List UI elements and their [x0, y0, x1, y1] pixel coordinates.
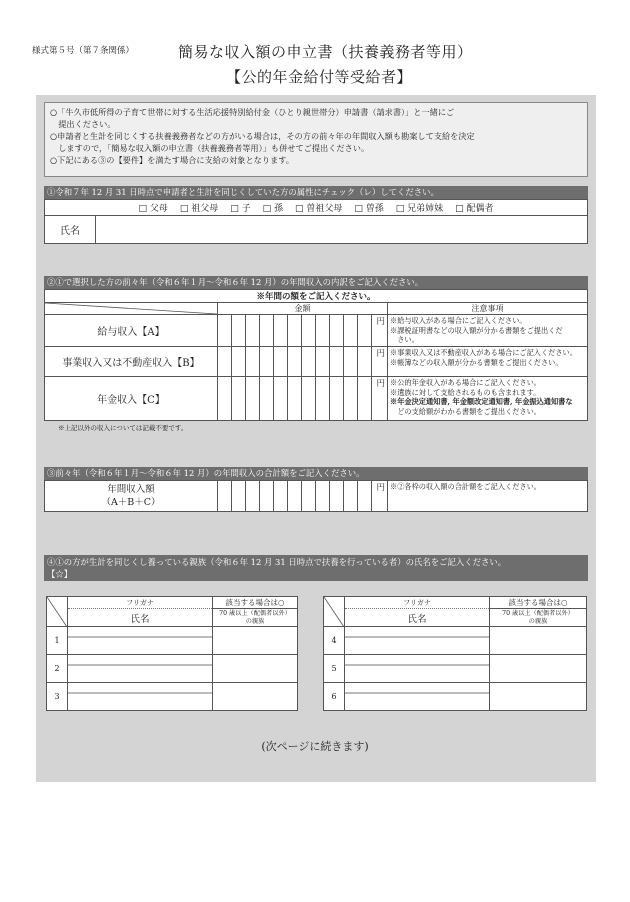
table-row: [324, 655, 587, 683]
check-subheader: [213, 609, 298, 627]
notice-line: しますので，「簡易な収入額の申立書（扶養義務者等用）」も併せてご提出ください。: [50, 143, 370, 153]
section-1-heading: ①令和７年 12 月 31 日時点で申請者と生計を同じくしていた方の属性にチェック（レ）してください。: [44, 186, 588, 199]
amount-digit[interactable]: [218, 315, 232, 347]
age-check-field[interactable]: [213, 683, 298, 711]
diagonal-header-cell: [324, 597, 345, 627]
form-number: 様式第５号（第７条関係）: [32, 46, 135, 56]
note-line: ※課税証明書などの収入額が分かる書類をご提出くだ: [390, 325, 563, 335]
diagonal-line-icon: [45, 303, 217, 314]
business-income-label: 事業収入又は不動産収入【B】: [45, 347, 218, 377]
relationship-options: [45, 200, 587, 215]
income-breakdown-table: [44, 289, 588, 421]
amount-digit[interactable]: [218, 481, 232, 512]
yen-label: 円: [372, 347, 388, 377]
amount-digit[interactable]: [330, 377, 344, 421]
notice-box: [44, 102, 588, 177]
note-line: ※公的年金収入がある場合にご記入ください。: [390, 378, 541, 387]
amount-digit[interactable]: [232, 347, 246, 377]
amount-digit[interactable]: [288, 377, 302, 421]
row-number: 2: [47, 655, 68, 683]
diagonal-header-cell: [47, 597, 68, 627]
notice-line: 提出ください。: [50, 119, 116, 129]
checkbox-spouse[interactable]: □ 配偶者: [455, 204, 494, 214]
amount-digit[interactable]: [288, 347, 302, 377]
section-4-heading-line: ④①の方が生計を同じくし養っている親族（令和６年 12 月 31 日時点で扶養を行っている者）の氏名をご記入ください。: [47, 557, 507, 567]
footnote: ※上記以外の収入については記載不要です。: [58, 424, 188, 432]
amount-digit[interactable]: [344, 315, 358, 347]
amount-digit[interactable]: [330, 315, 344, 347]
yen-label: 円: [372, 377, 388, 421]
table-subheading: ※年間の額をご記入ください。: [45, 290, 588, 303]
amount-column-header: 金額: [218, 303, 388, 315]
name-field[interactable]: [96, 216, 587, 243]
name-header: 氏名: [68, 609, 213, 627]
amount-digit[interactable]: [260, 481, 274, 512]
checkbox-child[interactable]: □ 子: [230, 204, 251, 214]
checkbox-grandchild[interactable]: □ 孫: [262, 204, 283, 214]
row-number: 4: [324, 627, 345, 655]
table-row: [47, 655, 298, 683]
business-income-notes: [388, 347, 588, 377]
table-row: [324, 683, 587, 711]
age-check-field[interactable]: [213, 627, 298, 655]
diagonal-line-icon: [324, 597, 344, 627]
total-income-table: [44, 480, 588, 512]
amount-digit[interactable]: [358, 481, 372, 512]
amount-digit[interactable]: [274, 347, 288, 377]
amount-digit[interactable]: [274, 377, 288, 421]
amount-digit[interactable]: [260, 347, 274, 377]
row-number: 6: [324, 683, 345, 711]
diagonal-line-icon: [47, 597, 67, 627]
pension-income-notes: [388, 377, 588, 421]
check-subheader: [490, 609, 587, 627]
furigana-header: フリガナ: [68, 597, 213, 609]
note-line: ※帳簿などの収入額が分かる書類をご提出ください。: [390, 357, 563, 367]
checkbox-great-grandparents[interactable]: □ 曽祖父母: [295, 204, 343, 214]
amount-digit[interactable]: [274, 481, 288, 512]
check-sub-line: 70 歳以上（配偶者以外）: [219, 609, 291, 617]
dependent-name-field[interactable]: [345, 627, 490, 655]
section-4-heading-line: 【☆】: [47, 569, 73, 579]
dependent-name-field[interactable]: [68, 627, 213, 655]
row-number: 1: [47, 627, 68, 655]
salary-income-label: 給与収入【A】: [45, 315, 218, 347]
amount-digit[interactable]: [330, 347, 344, 377]
amount-digit[interactable]: [344, 377, 358, 421]
amount-digit[interactable]: [302, 481, 316, 512]
checkbox-great-grandchild[interactable]: □ 曽孫: [354, 204, 384, 214]
note-line: ※年金決定通知書, 年金額改定通知書, 年金振込通知書な: [390, 397, 573, 406]
check-header: 該当する場合は○: [213, 597, 298, 609]
amount-digit[interactable]: [330, 481, 344, 512]
notice-line: ○「牛久市低所得の子育て世帯に対する生活応援特別給付金（ひとり親世帯分）申請書（請求書）」と一緒にご: [50, 107, 455, 117]
age-check-field[interactable]: [490, 627, 587, 655]
note-line: さい。: [390, 335, 419, 344]
section-3: [44, 467, 588, 512]
table-row: [45, 377, 588, 421]
furigana-header: フリガナ: [345, 597, 490, 609]
amount-digit[interactable]: [246, 481, 260, 512]
amount-digit[interactable]: [246, 315, 260, 347]
name-label: 氏名: [45, 216, 96, 243]
amount-digit[interactable]: [288, 315, 302, 347]
amount-digit[interactable]: [358, 347, 372, 377]
amount-digit[interactable]: [232, 481, 246, 512]
dependent-name-field[interactable]: [345, 683, 490, 711]
amount-digit[interactable]: [344, 347, 358, 377]
amount-digit[interactable]: [358, 377, 372, 421]
table-row: [47, 627, 298, 655]
section-2-heading: ②①で選択した方の前々年（令和６年１月～令和６年 12 月）の年間収入の内訳をご記入ください。: [44, 276, 588, 289]
age-check-field[interactable]: [490, 655, 587, 683]
amount-digit[interactable]: [302, 315, 316, 347]
total-income-label: [45, 481, 218, 512]
salary-income-notes: [388, 315, 588, 347]
amount-digit[interactable]: [246, 377, 260, 421]
notice-line: ○下記にある③の【要件】を満たす場合に支給の対象となります。: [50, 155, 294, 165]
continue-note: (次ページに続きます): [261, 740, 369, 753]
dependents-table-right: [323, 596, 587, 711]
amount-digit[interactable]: [232, 315, 246, 347]
dependent-name-field[interactable]: [68, 655, 213, 683]
checkbox-siblings[interactable]: □ 兄弟姉妹: [395, 204, 444, 214]
check-sub-line: の親族: [528, 617, 548, 625]
yen-label: 円: [372, 315, 388, 347]
amount-digit[interactable]: [246, 347, 260, 377]
dependent-name-field[interactable]: [68, 683, 213, 711]
check-header: 該当する場合は○: [490, 597, 587, 609]
table-row: [324, 627, 587, 655]
amount-digit[interactable]: [316, 377, 330, 421]
table-row: [45, 347, 588, 377]
age-check-field[interactable]: [213, 655, 298, 683]
section-4: [44, 555, 588, 581]
section-2: [44, 276, 588, 432]
note-line: ※給与収入がある場合にご記入ください。: [390, 316, 527, 325]
notes-column-header: 注意事項: [388, 303, 588, 315]
yen-label: 円: [372, 481, 388, 512]
name-header: 氏名: [345, 609, 490, 627]
section-1: [44, 186, 588, 244]
amount-digit[interactable]: [274, 315, 288, 347]
section-3-heading: ③前々年（令和６年１月～令和６年 12 月）の年間収入の合計額をご記入ください。: [44, 467, 588, 480]
check-sub-line: 70 歳以上（配偶者以外）: [502, 609, 574, 617]
dependents-table-left: [46, 596, 298, 711]
row-number: 5: [324, 655, 345, 683]
note-line: どの支給額がわかる書類をご提出ください。: [390, 406, 541, 416]
row-number: 3: [47, 683, 68, 711]
checkbox-grandparents[interactable]: □ 祖父母: [179, 204, 219, 214]
notice-line: ○申請者と生計を同じくする扶養義務者などの方がいる場合は，その方の前々年の年間収入額も勘案して支給を決定: [50, 131, 475, 141]
note-line: ※遺族に対して支給されるものも含まれます。: [390, 387, 541, 397]
dependent-name-field[interactable]: [345, 655, 490, 683]
amount-digit[interactable]: [316, 481, 330, 512]
table-row: [47, 683, 298, 711]
total-label-line: （A＋B＋C）: [101, 497, 161, 508]
amount-digit[interactable]: [218, 347, 232, 377]
amount-digit[interactable]: [316, 347, 330, 377]
total-income-note: ※②各枠の収入額の合計額をご記入ください。: [388, 481, 588, 512]
amount-digit[interactable]: [302, 377, 316, 421]
amount-digit[interactable]: [344, 481, 358, 512]
diagonal-header-cell: [45, 303, 218, 315]
check-sub-line: の親族: [245, 617, 265, 625]
checkbox-parents[interactable]: □ 父母: [138, 204, 168, 214]
amount-digit[interactable]: [358, 315, 372, 347]
document-title: 簡易な収入額の申立書（扶養義務者等用）: [178, 43, 473, 61]
document-subtitle: 【公的年金給付等受給者】: [226, 68, 413, 86]
amount-digit[interactable]: [302, 347, 316, 377]
table-row: [45, 315, 588, 347]
section-4-heading: [44, 555, 588, 581]
total-label-line: 年間収入額: [107, 484, 155, 495]
pension-income-label: 年金収入【C】: [45, 377, 218, 421]
note-line: ※事業収入又は不動産収入がある場合にご記入ください。: [390, 348, 577, 357]
age-check-field[interactable]: [490, 683, 587, 711]
amount-digit[interactable]: [260, 377, 274, 421]
amount-digit[interactable]: [232, 377, 246, 421]
amount-digit[interactable]: [288, 481, 302, 512]
amount-digit[interactable]: [260, 315, 274, 347]
amount-digit[interactable]: [316, 315, 330, 347]
amount-digit[interactable]: [218, 377, 232, 421]
